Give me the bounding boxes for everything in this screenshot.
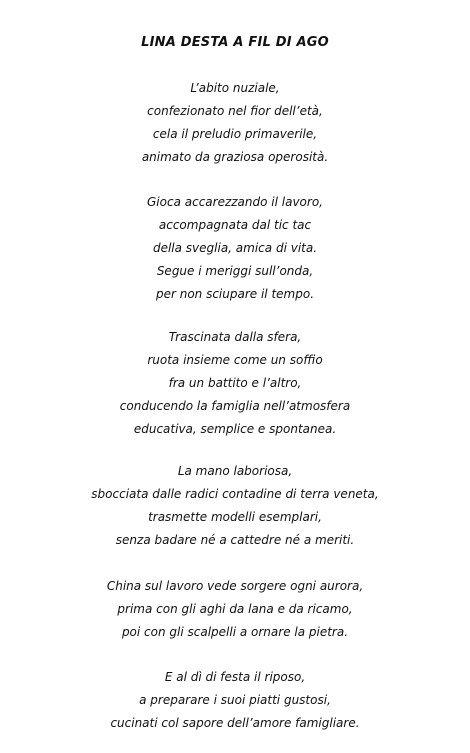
poem-line: fra un battito e l’altro, (168, 376, 302, 390)
poem-line: trasmette modelli esemplari, (148, 510, 322, 524)
stanza-3 (0, 326, 470, 441)
poem-line: prima con gli aghi da lana e da ricamo, (117, 602, 353, 616)
poem-line: sbocciata dalle radici contadine di terra veneta, (91, 487, 379, 501)
poem-line: della sveglia, amica di vita. (152, 241, 318, 255)
poem-title: LINA DESTA A FIL DI AGO (141, 35, 329, 50)
poem-line: Gioca accarezzando il lavoro, (147, 195, 323, 209)
poem-line: cela il preludio primaverile, (152, 127, 318, 141)
poem-line: La mano laboriosa, (177, 464, 293, 478)
poem-line: educativa, semplice e spontanea. (133, 422, 337, 436)
poem-line: Segue i meriggi sull’onda, (156, 264, 314, 278)
poem-line: E al dì di festa il riposo, (164, 670, 306, 684)
poem-line: senza badare né a cattedre né a meriti. (115, 533, 355, 547)
poem-line: a preparare i suoi piatti gustosi, (139, 693, 331, 707)
poem-line: Trascinata dalla sfera, (168, 330, 302, 344)
poem-line: animato da graziosa operosità. (141, 150, 329, 164)
poem-line: per non sciupare il tempo. (155, 287, 315, 301)
poem-line: conducendo la famiglia nell’atmosfera (119, 399, 351, 413)
stanza-5 (0, 575, 470, 644)
stanza-4 (0, 460, 470, 552)
poem-line: L’abito nuziale, (190, 81, 280, 95)
poem-line: ruota insieme come un soffio (147, 353, 323, 367)
stanza-1 (0, 77, 470, 169)
stanza-2 (0, 191, 470, 306)
poem-line: poi con gli scalpelli a ornare la pietra. (121, 625, 349, 639)
stanza-6 (0, 666, 470, 735)
poem-line: confezionato nel fior dell’età, (147, 104, 323, 118)
poem-line: China sul lavoro vede sorgere ogni aurora, (106, 579, 364, 593)
poem-line: accompagnata dal tic tac (158, 218, 312, 232)
poem-line: cucinati col sapore dell’amore famigliare. (110, 716, 360, 730)
